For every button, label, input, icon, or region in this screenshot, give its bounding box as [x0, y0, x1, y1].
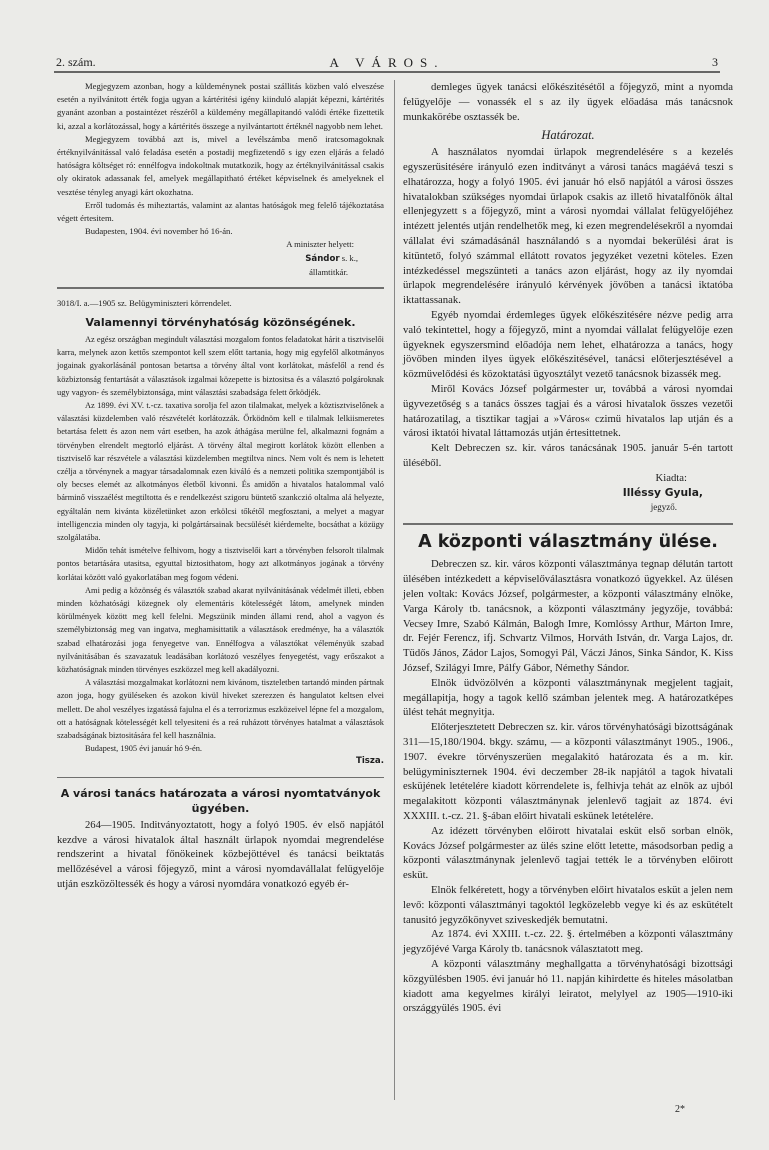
page-header — [56, 55, 718, 69]
signature-tisza: Tisza. — [356, 756, 384, 767]
paragraph: Miről Kovács József polgármester ur, továbbá a városi nyomdai ügyvezetőség s a tanács összes tagjai és a városi hivatalok összes vezetői határozatilag, a tisztikar tagjai a »Város« czimü hivatalos lap utján és a városi iktatói hivatal láttamozás utján értesittetnek. — [403, 382, 733, 440]
paragraph: Az idézett törvényben előirott hivatalai esküt első sorban elnök, Kovács József polgármester az ülés szine előtt letette, másodsorban pedig a központi választmánynak jelenlevő tagjai tették le a törvényben előirott esküt. — [403, 824, 733, 882]
paragraph: A választási mozgalmakat korlátozni nem kivánom, tiszteletben tartandó minden pártnak azon joga, hogy gyüléseken és azokon kivül hiveket szerezzen és hangulatot keltsen elvei mellett. De ahol veszélyes izgatássá fajulna el és a terrorizmus eszközeivel lépne fel a mozgalom, ott a hatóságnak kötelességét kell telyesiteni és a reá ruházott törvényes hatalmat a választások szabadságának biztositására fel kell használnia. — [57, 678, 384, 741]
paragraph: Midőn tehát ismételve felhivom, hogy a tisztviselői kart a törvényben felsorolt tilalmak pontos betartására utasitsa, egyuttal biztosithatom, hogy azt alkotmányos jogának a törvény korlátai között való gyakorlatában meg fogom védeni. — [57, 546, 384, 582]
left-column — [57, 80, 384, 892]
section-heading: A városi tanács határozata a városi nyomtatványok ügyében. — [60, 787, 381, 816]
interior-ministry-decree — [57, 297, 384, 769]
signature-suffix: s. k., — [339, 252, 358, 263]
right-column — [403, 80, 733, 1016]
column-divider — [394, 80, 395, 1100]
masthead-title: A VÁROS. — [329, 55, 445, 70]
signature-role: államtitkár. — [309, 266, 348, 277]
paragraph: Megjegyzem továbbá azt is, mivel a levélszámba menő iratcsomagoknak értéknyilvánitással való feladása esetén a postadij megfizetendő s igy ezen eljárás a feladó hatóságra költséget ró: ennélfogva indokoltnak mutatkozik, hogy az értéknyilvánitással csakis oly okiratok adassanak fel, amelyek megállapitható értéket képviselnek és amelyeknek el vesztése tényleg anyagi kárt okozhatna. — [57, 133, 384, 197]
signature-name: Sándor — [305, 253, 340, 264]
section-heading: A központi választmány ülése. — [418, 531, 718, 552]
paragraph: 264—1905. Inditványoztatott, hogy a folyó 1905. év első napjától kezdve a városi hivatalok által használt ürlapok nyomdai megrendelése rendszerint a hivatal főnökeinek közbejöttével és tanácsi beiktatás mellőzésével a városi főjegyző, mint a városi nyomdavállalat felügyelője utján eszközöltessék és hogy a városi nyomdára vonatkozó egyéb ér- — [57, 820, 384, 890]
signature-name: Illéssy Gyula, — [622, 485, 703, 499]
section-divider — [57, 777, 384, 779]
paragraph: A használatos nyomdai ürlapok megrendelésére s a kezelés egyszerüsitésére irányuló ezen inditványt a városi tanács magáévá teszi s elhatározza, hogy a folyó 1905. évi január hó első napjától a városi összes hivatalokban szükséges nyomdai ürlapok csakis az illető hivatalfőnök által ellenjegyzett s a főjegyző, mint a városi nyomdai vállalat felügyelőjéhez intézett jelentés utján rendelhetők meg, ki ezen megrendelésekről a nyomdai vállalat évi számadásánál használandó s a nyomdai bekerülési árat is kitüntető, folyó számmal ellátott rovatos jegyzéket vezetni köteles. Ezen intézkedéssel megszünteti a tanács azon eljárást, hogy az ily nyomdai ürlapok megrendelésére irányuló kérvények jövőben a tanácsi iktatóba iktattassanak. — [403, 146, 733, 307]
city-council-resolution — [57, 786, 384, 892]
central-committee-meeting — [403, 531, 733, 1017]
paragraph: Az 1899. évi XV. t.-cz. taxativa sorolja fel azon tilalmakat, melyek a köztisztviselőnek a választási küzdelemben való részvételét korlátozzák. Őrködnöm kell e tilalmak lelkiismeretes betartása felett és azon nem várt esetben, ha azok áthágása merülne fel, alkalmazni fognám a törvényben elrendelt megtorló eljárást. A törvény által megirott korlátok között ellenben a tisztviselő kar részvétele a választási küzdelemben megtiltva nincs. Nem volt és nem is lehetett czélja a törvénynek a magyar társadalomnak ezen kiváló és a nemzeti politika szempontjából is oly becses elemét az alkotmányos életből kivonni. És amidőn a hivatalos hatalommal való bárminő visszaélést megtiltotta és e rendelkezést szigoru büntető szankczió oltalma alá helyezte, egyáltalán nem kivánta közéletünket azon erkölcsi tőkétől megfosztani, a melyet a magyar intelligenczia minden oly tagyja, ki polgártársainak becsülését kiérdemelte, bocsáthat a közügy szolgálatába. — [57, 400, 384, 542]
paragraph: Megjegyzem azonban, hogy a küldeménynek postai szállitás közben való elveszése esetén a nyilvánitott érték fogja ugyan a kártéritési igény kiinduló alapját képezni, kártérités gyanánt azonban a postaintézet részéről a küldemény megállapitandó valódi értéke fizettetik ki, azzal a korlátozással, hogy a kártérités összege a nyilvántartott értéknél nagyobb nem lehet. — [57, 81, 384, 131]
signature-label: Kiadta: — [655, 471, 687, 484]
subheading-resolution: Határozat. — [541, 128, 595, 143]
paragraph: Ami pedig a közönség és választók szabad akarat nyilvánitásának védelmét illeti, ebben minden közhatósági közegnek oly elementáris kötelességét látom, amelynek minden körülmények között meg kell felelni. Megszünik minden állami rend, ahol a vagyon és személybiztonság meg van ingatva, meghamisittatik a választások eredménye, ha a választók szabad elhatározási joga fenyegetve van. Ennélfogva a választókat véleményük szabad nyilvánitásában és szavazatuk leadásában korlátozó veszélyes fenyegetést, vagy erőszakot a közhatóságnak minden törvényes eszközzel meg kell akadályozni. — [57, 585, 384, 675]
section-divider — [403, 523, 733, 525]
section-heading: Valamennyi törvényhatóság közönségének. — [85, 315, 356, 329]
signature-title: A miniszter helyett: — [286, 239, 354, 250]
ministerial-letter — [57, 80, 384, 279]
paragraph: Előterjesztetett Debreczen sz. kir. város törvényhatósági bizottságának 311—15,180/1904. bkgy. számu, — a központi választmányt 1905., 1906., 1907. évekre törvényszerüen megalakitó határozata és a m. kir. belügyminiszternek 1904. évi deczember 28-ik napjától a tagok hivatali esküjének letételére kiadott körrendelete is, felhivja tehát az elnök az ujból megalakitott központi választmánynak jelenlevő tagjait az 1874. évi XXXIII. t.-cz. 21. §-ában előirt hivatali eskünek letételére. — [403, 721, 733, 822]
issue-number: 2. szám. — [56, 55, 96, 69]
paragraph: Debreczen sz. kir. város központi választmánya tegnap délután tartott ülésében intézkedett a képviselőválasztásra vonatkozó ügyekkel. Az ülésen jelen voltak: Kovács József, polgármester, a központi választmány elnöke, Varga Károly tb. tanácsnok, a központi választmány jegyzője, továbbá: Vecsey Imre, Szabó Kálmán, Balogh Imre, Komlóssy Arthur, Márton Imre, dr. Fejér Ferencz, ifj. Schvartz Vilmos, Horváth István, dr. Varga Lajos, dr. Tüdős János, Zádor Lajos, Somogyi Pál, Váczi János, Sinka Sándor, K. Kiss József, Szilágyi Imre, Pálfy Gábor, Némethy Sándor. — [403, 558, 733, 674]
header-rule — [54, 71, 720, 73]
signature-role: jegyző. — [650, 502, 677, 513]
paragraph: Elnök üdvözölvén a központi választmánynak megjelent tagjait, megállapitja, hogy a tagok kellő számban jelentek meg. A határozatképes ülést tehát megnyitja. — [403, 676, 733, 719]
dateline: Budapest, 1905 évi január hó 9-én. — [85, 744, 202, 754]
paragraph: Az 1874. évi XXIII. t.-cz. 22. §. értelmében a központi választmány jegyzőjévé Varga Károly tb. tanácsnok választatott meg. — [403, 928, 733, 956]
dateline: Kelt Debreczen sz. kir. város tanácsának 1905. január 5-én tartott üléséből. — [403, 442, 733, 469]
paragraph: demleges ügyek tanácsi előkészitésétől a főjegyző, mint a nyomda felügyelője — vonassék el s az ily ügyek előadása más tanácsnok munkakörébe osztassék be. — [403, 81, 733, 123]
paragraph: Elnök felkéretett, hogy a törvényben előirt hivatalos esküt a jelen nem levő: központi választmányi tagoktól legközelebb vegye ki és az eskütételt tanusitó jegyzőkönyvet sziveskedjék bemutatni. — [403, 883, 733, 926]
signature-line — [57, 252, 358, 266]
signature-mark: 2* — [675, 1104, 685, 1115]
paragraph: Egyéb nyomdai érdemleges ügyek előkészitésére nézve pedig arra való tekintettel, hogy a főjegyző, mint a nyomdai vállalat felügyelője ezen ügyeknek egyszersmind előadója nem lehet, elhatározza a tanács, hogy jövőben minden ilyes ügyek előkészitésével, tanácsi előterjesztésével a közmüvelődési és közoktatási ügyosztályt vezető tanácsnok bizassék meg. — [403, 308, 733, 381]
paragraph: A központi választmány meghallgatta a törvényhatósági bizottsági közgyülésben 1905. évi január hó 11. napján kihirdette és hiteles másolatban kiadott ama kegyelmes királyi leiratot, melylyel az 1905—1910-iki országgyülés 1905. évi — [403, 957, 733, 1015]
section-divider — [57, 287, 384, 289]
paragraph: Erről tudomás és miheztartás, valamint az alantas hatóságok meg felelő tájékoztatása végett értesitem. — [57, 199, 384, 224]
dateline: Budapesten, 1904. évi november hó 16-án. — [85, 226, 233, 237]
decree-reference: 3018/I. a.—1905 sz. Belügyminiszteri körrendelet. — [57, 297, 232, 308]
page-number: 3 — [712, 55, 718, 69]
city-council-resolution-continued — [403, 80, 733, 515]
paragraph: Az egész országban megindult választási mozgalom fontos feladatokat hárit a tisztviselői karra, melynek azon kettős szempontot kell szem előtt tartania, hogy mig egyfelől alkotmányos jogainak gyakorlásánál pontosan betartsa a törvény által vont korlátokat, másfelől a rend és közbiztonság fentartását a választások izgalmai közepette is biztositsa és a választó polgároknak ugy vagyon- és személybiztonsága, mint választási szabadsága felett őrködjék. — [57, 334, 384, 397]
